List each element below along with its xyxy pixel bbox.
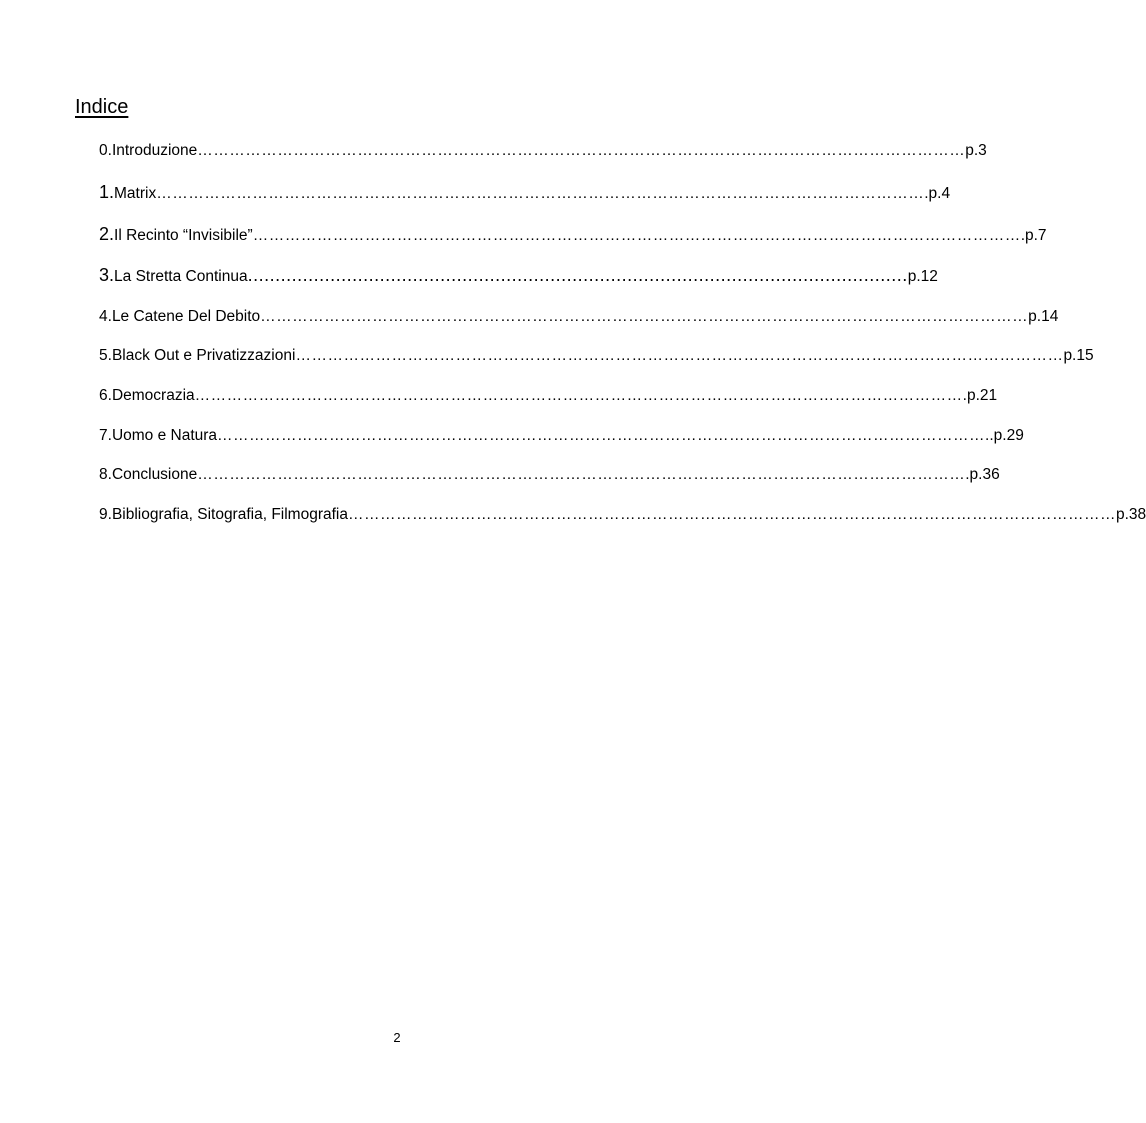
toc-entry-label: Il Recinto “Invisibile” xyxy=(114,227,253,244)
toc-entry-label: La Stretta Continua xyxy=(114,268,248,285)
toc-entry-catene-debito[interactable] xyxy=(99,308,1059,326)
toc-entry-matrix[interactable] xyxy=(99,182,951,203)
toc-entry-page: ..p.29 xyxy=(985,427,1024,444)
toc-entry-number: 0. xyxy=(99,142,112,159)
toc-entry-uomo-natura[interactable] xyxy=(99,427,1024,445)
toc-entry-recinto[interactable] xyxy=(99,224,1047,245)
toc-entry-page: p.38 xyxy=(1116,506,1146,523)
toc-entry-page: .p.21 xyxy=(962,387,998,404)
toc-entry-number: 4. xyxy=(99,308,112,325)
toc-leader-dots: ……………………………………………………………………………………………………………………………… xyxy=(156,185,925,202)
toc-title: Indice xyxy=(75,96,129,118)
toc-leader-dots: ........................................................................................................................ xyxy=(247,265,908,285)
toc-entry-page: p.3 xyxy=(965,142,987,159)
toc-entry-label: Democrazia xyxy=(111,387,195,404)
toc-entry-page: p.15 xyxy=(1063,347,1094,364)
toc-entry-page: .p.36 xyxy=(965,466,1000,483)
toc-entry-label: Matrix xyxy=(114,185,157,202)
toc-leader-dots: ……………………………………………………………………………………………………………………………… xyxy=(194,387,963,404)
toc-entry-number: 7. xyxy=(99,427,112,444)
toc-entry-page: p.14 xyxy=(1028,308,1059,325)
toc-entry-number: 3. xyxy=(99,265,115,285)
toc-leader-dots: ……………………………………………………………………………………………………………………………… xyxy=(197,142,966,159)
toc-entry-number: 6. xyxy=(99,387,112,404)
toc-entry-label: Uomo e Natura xyxy=(111,427,218,444)
toc-leader-dots: ……………………………………………………………………………………………………………………………… xyxy=(217,427,986,444)
toc-entry-label: Conclusione xyxy=(111,466,198,483)
toc-entry-number: 2. xyxy=(99,224,115,244)
toc-entry-label: Bibliografia, Sitografia, Filmografia xyxy=(111,506,348,523)
toc-entry-label: Black Out e Privatizzazioni xyxy=(111,347,296,364)
toc-entry-label: Le Catene Del Debito xyxy=(111,308,261,325)
toc-entry-number: 1. xyxy=(99,182,115,202)
toc-entry-black-out[interactable] xyxy=(99,347,1094,365)
toc-entry-stretta-continua[interactable] xyxy=(99,265,938,286)
toc-entry-number: 5. xyxy=(99,347,112,364)
page-number: 2 xyxy=(393,1030,401,1045)
toc-leader-dots: ……………………………………………………………………………………………………………………………… xyxy=(295,347,1064,364)
toc-entry-democrazia[interactable] xyxy=(99,387,998,405)
toc-leader-dots: ……………………………………………………………………………………………………………………………… xyxy=(197,466,966,483)
toc-entry-conclusione[interactable] xyxy=(99,466,1000,484)
toc-entry-bibliografia[interactable] xyxy=(99,506,1146,524)
toc-leader-dots: ……………………………………………………………………………………………………………………………… xyxy=(348,506,1116,523)
toc-leader-dots: ……………………………………………………………………………………………………………………………… xyxy=(260,308,1029,325)
toc-entry-introduzione[interactable] xyxy=(99,142,987,160)
toc-leader-dots: ……………………………………………………………………………………………………………………………… xyxy=(252,227,1021,244)
toc-entry-label: Introduzione xyxy=(111,142,198,159)
toc-entry-number: 9. xyxy=(99,506,112,523)
toc-entry-page: .p.7 xyxy=(1020,227,1047,244)
toc-entry-page: .p.4 xyxy=(924,185,951,202)
toc-entry-number: 8. xyxy=(99,466,112,483)
toc-entry-page: p.12 xyxy=(907,268,938,285)
